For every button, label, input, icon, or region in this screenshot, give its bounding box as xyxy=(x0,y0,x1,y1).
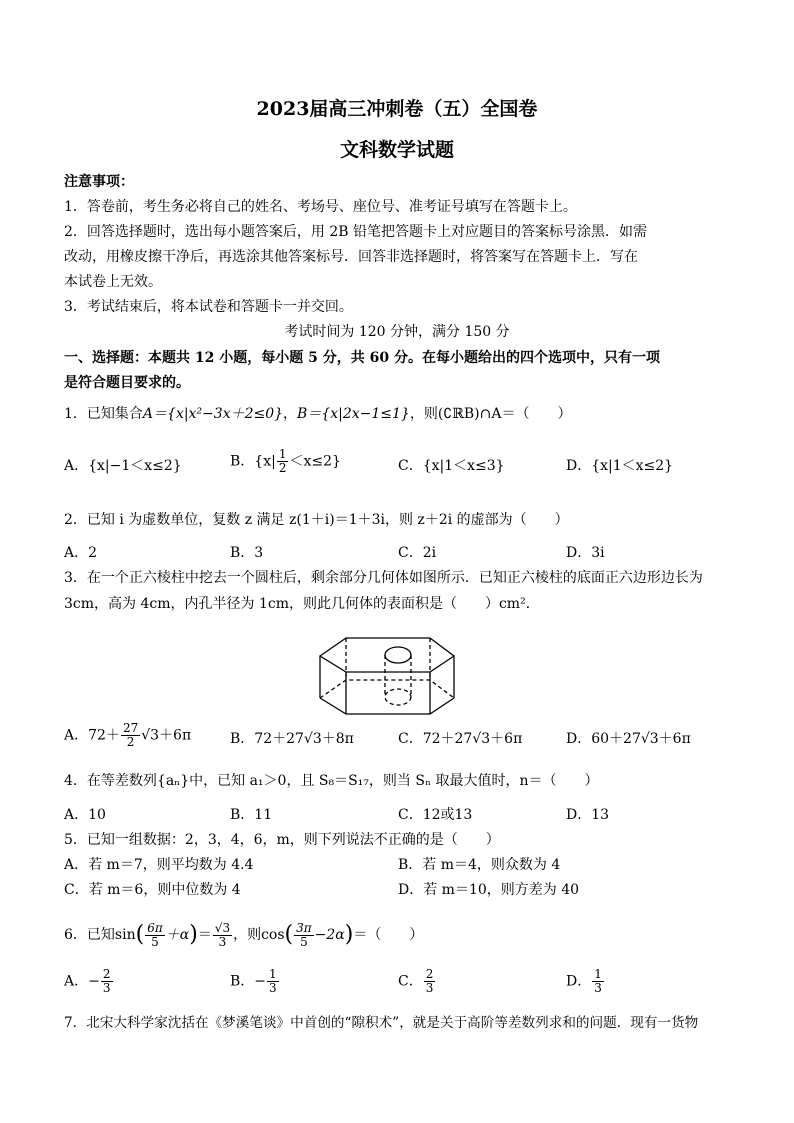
section-1-heading-line-1: 一、选择题：本题共 12 小题，每小题 5 分，共 60 分。在每小题给出的四个选项中，只有一项 xyxy=(64,350,660,366)
q5-option-a[interactable]: A．若 m＝7，则平均数为 4.4 xyxy=(64,857,254,873)
q6-right-paren-2: ) xyxy=(344,922,354,947)
q6-fraction-1-numerator: 6π xyxy=(147,920,163,935)
q1-stem-text: 1．已知集合 xyxy=(64,406,143,422)
q4-option-c[interactable]: C．12或13 xyxy=(398,807,473,823)
q1-option-a[interactable]: A．{x|−1＜x≤2} xyxy=(64,458,182,474)
q6-prefix: 6．已知 xyxy=(64,927,115,943)
hole-top-ellipse xyxy=(385,647,411,663)
q4-option-a[interactable]: A．10 xyxy=(64,807,106,823)
q6-option-c-label: C． xyxy=(398,973,423,990)
question-2-stem: 2．已知 i 为虚数单位，复数 z 满足 z(1＋i)＝1＋3i，则 z＋2i 的虚部为（ ） xyxy=(64,512,569,528)
q6-fraction-3 xyxy=(294,922,314,949)
q2-option-a[interactable]: A．2 xyxy=(64,545,98,561)
question-3-line-2: 3cm，高为 4cm，内孔半径为 1cm，则此几何体的表面积是（ ）cm²． xyxy=(64,596,540,612)
q6-option-d-label: D． xyxy=(566,973,592,990)
q6-left-paren-2: ( xyxy=(284,922,294,947)
q1-separator: ， xyxy=(283,406,298,422)
q3-option-b[interactable]: B．72＋27√3＋8π xyxy=(230,731,354,747)
q6-fraction-2-numerator: √3 xyxy=(214,920,231,935)
q6-option-a-denominator: 3 xyxy=(102,981,111,995)
q6-fraction-1-denominator: 5 xyxy=(151,934,159,949)
notice-item-2-line-1: 2．回答选择题时，选出每小题答案后，用 2B 铅笔把答题卡上对应题目的答案标号涂黑．如需 xyxy=(64,224,648,240)
q6-fraction-3-numerator: 3π xyxy=(296,920,312,935)
question-6-stem xyxy=(64,921,423,949)
q1-option-b-fraction xyxy=(277,448,289,475)
q6-option-c-numerator: 2 xyxy=(425,967,434,981)
q6-right-paren: ) xyxy=(189,922,198,947)
q1-expression: (∁ℝB)∩A＝（ ） xyxy=(437,406,572,422)
q6-option-d[interactable] xyxy=(566,968,605,995)
notice-heading: 注意事项： xyxy=(64,174,134,190)
notice-item-2-line-2: 改动，用橡皮擦干净后，再选涂其他答案标号．回答非选择题时，将答案写在答题卡上．写在 xyxy=(64,249,638,265)
question-1-stem xyxy=(64,404,571,424)
q6-option-d-numerator: 1 xyxy=(594,967,602,981)
q3-option-c[interactable]: C．72＋27√3＋6π xyxy=(398,731,523,747)
q5-option-d[interactable]: D．若 m＝10，则方差为 40 xyxy=(398,882,580,898)
q6-option-c[interactable] xyxy=(398,968,436,995)
q6-cos: cos xyxy=(261,927,285,943)
q3-option-a-suffix: √3＋6π xyxy=(141,727,192,744)
notice-item-1: 1．答卷前，考生务必将自己的姓名、考场号、座位号、准考证号填写在答题卡上。 xyxy=(64,199,577,215)
q4-option-d[interactable]: D．13 xyxy=(566,807,610,823)
q6-option-a-label: A． xyxy=(64,973,89,990)
q1-set-a: A＝{x|x²−3x＋2≤0} xyxy=(142,406,284,422)
q6-option-a-numerator: 2 xyxy=(102,967,111,981)
q6-fraction-2-denominator: 3 xyxy=(218,934,227,949)
q1-option-c[interactable]: C．{x|1＜x≤3} xyxy=(398,458,505,474)
q3-option-a-fraction xyxy=(121,722,140,749)
q6-option-a-fraction xyxy=(101,968,113,995)
q2-option-b[interactable]: B．3 xyxy=(230,545,264,561)
q6-fraction-1 xyxy=(145,922,165,949)
question-7-line-1: 7．北宋大科学家沈括在《梦溪笔谈》中首创的“隙积术”，就是关于高阶等差数列求和的问题．现有一货物 xyxy=(64,1015,699,1031)
prism-hidden-edge xyxy=(320,680,454,698)
q3-option-d[interactable]: D．60＋27√3＋6π xyxy=(566,731,691,747)
question-3-line-1: 3．在一个正六棱柱中挖去一个圆柱后，剩余部分几何体如图所示．已知正六棱柱的底面正六边形边长为 xyxy=(64,570,703,586)
q5-option-b[interactable]: B．若 m＝4，则众数为 4 xyxy=(398,857,561,873)
q6-sin: sin xyxy=(114,927,136,943)
q1-set-b: B＝{x|2x−1≤1} xyxy=(297,406,410,422)
notice-item-2-line-3: 本试卷上无效。 xyxy=(64,274,162,290)
q1-option-d[interactable]: D．{x|1＜x≤2} xyxy=(566,458,674,474)
section-1-heading-line-2: 是符合题目要求的。 xyxy=(64,375,190,391)
q6-option-c-fraction xyxy=(424,968,436,995)
q6-minus-two-alpha: −2α xyxy=(314,927,345,943)
q6-option-b-numerator: 1 xyxy=(269,967,277,981)
exam-title: 2023届高三冲刺卷（五）全国卷 xyxy=(256,98,538,120)
q3-option-a-prefix: A．72＋ xyxy=(64,727,120,744)
q6-option-b-fraction xyxy=(267,968,279,995)
question-4-stem: 4．在等差数列{aₙ}中，已知 a₁＞0，且 S₈＝S₁₇，则当 Sₙ 取最大值时，n＝（ ） xyxy=(64,773,599,789)
q1-option-b-numerator: 1 xyxy=(278,447,287,461)
q1-option-b-suffix: ＜x≤2} xyxy=(289,453,341,470)
prism-top-face xyxy=(320,638,454,672)
q1-option-b[interactable] xyxy=(230,448,341,475)
q6-option-b-denominator: 3 xyxy=(269,981,277,995)
q1-option-b-denominator: 2 xyxy=(278,461,287,475)
q6-fraction-2 xyxy=(213,922,232,949)
q6-middle-text: ，则 xyxy=(233,927,262,943)
q6-equals: ＝ xyxy=(197,927,212,943)
q1-option-b-label: B． xyxy=(230,453,255,470)
notice-item-3: 3．考试结束后，将本试卷和答题卡一并交回。 xyxy=(64,299,353,315)
q6-fraction-3-denominator: 5 xyxy=(300,934,308,949)
exam-subtitle: 文科数学试题 xyxy=(339,139,454,161)
q6-option-b-sign: − xyxy=(254,973,267,990)
q3-option-a-denominator: 2 xyxy=(126,735,135,749)
q3-option-a[interactable] xyxy=(64,722,191,749)
q2-option-c[interactable]: C．2i xyxy=(398,545,437,561)
q6-option-b-label: B． xyxy=(230,973,255,990)
question-5-stem: 5．已知一组数据：2，3，4，6，m，则下列说法不正确的是（ ） xyxy=(64,832,500,848)
q5-option-c[interactable]: C．若 m＝6，则中位数为 4 xyxy=(64,882,241,898)
q3-option-a-numerator: 27 xyxy=(122,721,139,735)
q1-stem-text-2: ，则 xyxy=(409,406,438,422)
q6-end: ＝（ ） xyxy=(353,927,424,943)
q6-option-a-sign: − xyxy=(88,973,100,990)
hexagonal-prism-figure xyxy=(312,628,462,720)
hole-bottom-ellipse xyxy=(385,689,411,705)
q6-option-c-denominator: 3 xyxy=(425,981,434,995)
q6-option-d-denominator: 3 xyxy=(594,981,602,995)
q4-option-b[interactable]: B．11 xyxy=(230,807,273,823)
q6-option-d-fraction xyxy=(592,968,604,995)
q6-option-a[interactable] xyxy=(64,968,114,995)
q6-left-paren: ( xyxy=(135,922,145,947)
q6-plus-alpha: ＋α xyxy=(165,927,190,943)
q1-option-b-prefix: {x| xyxy=(254,453,276,470)
q2-option-d[interactable]: D．3i xyxy=(566,545,605,561)
q6-option-b[interactable] xyxy=(230,968,280,995)
exam-time-note: 考试时间为 120 分钟，满分 150 分 xyxy=(284,324,510,340)
